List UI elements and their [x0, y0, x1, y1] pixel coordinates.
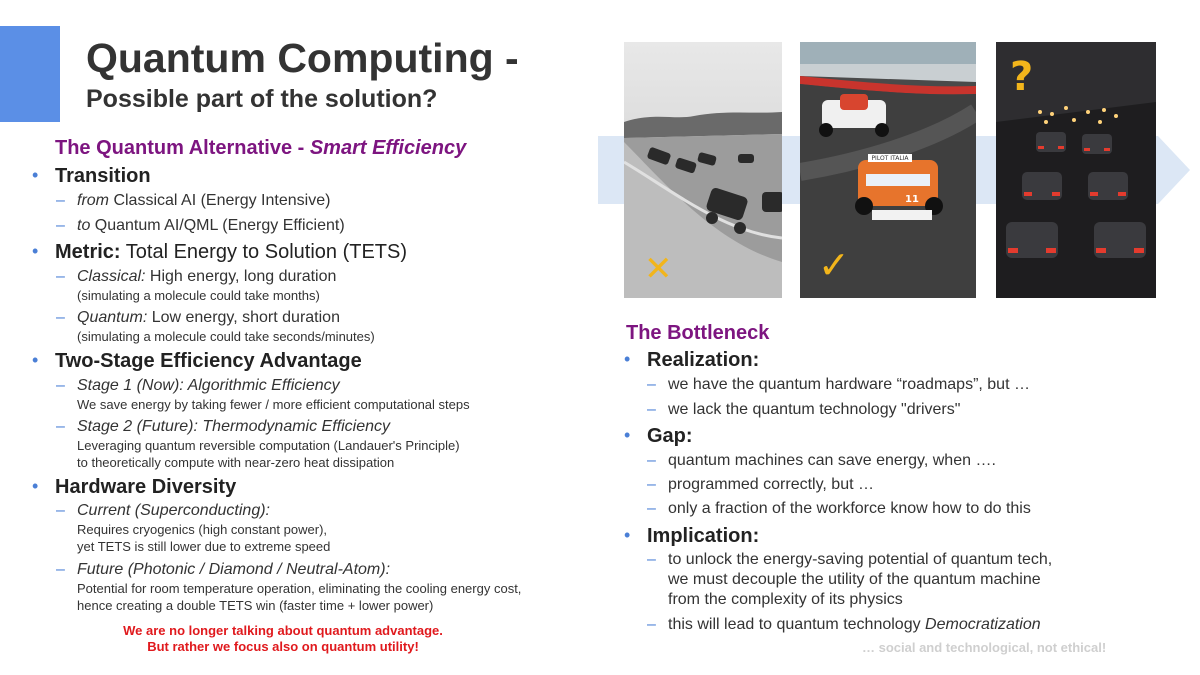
sub-bullet-to	[56, 217, 345, 235]
bullet-two-stage	[32, 350, 362, 373]
bullet-dot-icon: •	[32, 476, 39, 496]
sub-bullet-emphasis: Stage 1 (Now): Algorithmic Efficiency	[77, 377, 340, 394]
note-quantum: (simulating a molecule could take seconds/minutes)	[77, 329, 375, 344]
dash-icon: –	[647, 452, 656, 469]
sub-bullet-unlock	[647, 551, 1053, 569]
bullet-label: Two-Stage Efficiency Advantage	[55, 350, 362, 372]
bullet-label: Transition	[55, 165, 151, 187]
note-future-line1: Potential for room temperature operation, eliminating the cooling energy cost,	[77, 581, 522, 596]
note-stage2-line2: to theoretically compute with near-zero heat dissipation	[77, 455, 395, 470]
bullet-dot-icon: •	[32, 350, 39, 370]
sub-bullet-text: only a fraction of the workforce know how to do this	[668, 500, 1031, 517]
bullet-metric	[32, 241, 408, 264]
dash-icon: –	[56, 309, 65, 326]
dash-icon: –	[56, 377, 65, 394]
sub-bullet-text: Quantum AI/QML (Energy Efficient)	[90, 217, 345, 234]
sub-bullet-drivers	[647, 401, 961, 419]
car-number: 11	[905, 194, 919, 205]
utility-note	[96, 623, 470, 655]
dash-icon: –	[56, 192, 65, 209]
bullet-text: Total Energy to Solution (TETS)	[120, 241, 408, 263]
note-stage2-line1: Leveraging quantum reversible computation (Landauer's Principle)	[77, 438, 460, 453]
traffic-jam-photo	[996, 42, 1156, 298]
sub-bullet-democratization	[647, 616, 1041, 634]
sub-bullet-emphasis: Current (Superconducting):	[77, 502, 270, 519]
sub-bullet-text: programmed correctly, but …	[668, 476, 874, 493]
cross-mark-icon: ✕	[644, 249, 673, 289]
bullet-dot-icon: •	[624, 425, 631, 445]
bullet-hardware	[32, 476, 237, 499]
dash-icon: –	[56, 502, 65, 519]
sub-bullet-roadmaps	[647, 376, 1030, 394]
heading-emphasis: Smart Efficiency	[309, 137, 467, 159]
sub-bullet-workforce	[647, 500, 1031, 518]
bullet-label: Hardware Diversity	[55, 476, 237, 498]
sub-bullet-emphasis: Stage 2 (Future): Thermodynamic Efficiency	[77, 418, 391, 435]
note-classical: (simulating a molecule could take months)	[77, 288, 320, 303]
dash-icon: –	[647, 476, 656, 493]
bullet-dot-icon: •	[32, 165, 39, 185]
sub-bullet-from	[56, 192, 331, 210]
sub-bullet-text: this will lead to quantum technology	[668, 616, 926, 633]
sub-bullet-text: quantum machines can save energy, when ….	[668, 452, 996, 469]
sub-bullet-current	[56, 502, 270, 520]
sub-bullet-text: High energy, long duration	[145, 268, 337, 285]
sub-bullet-text: Low energy, short duration	[147, 309, 340, 326]
bullet-gap	[624, 425, 693, 448]
bullet-label: Implication:	[647, 525, 760, 547]
sub-bullet-stage2	[56, 418, 391, 436]
sub-bullet-programmed	[647, 476, 874, 494]
bullet-label: Gap:	[647, 425, 693, 447]
sub-bullet-classical	[56, 268, 337, 286]
sub-bullet-unlock-line3: from the complexity of its physics	[668, 591, 903, 608]
bullet-implication	[624, 525, 760, 548]
question-mark-icon: ?	[1010, 54, 1034, 100]
dash-icon: –	[647, 401, 656, 418]
footnote: … social and technological, not ethical!	[862, 640, 1107, 655]
dash-icon: –	[56, 418, 65, 435]
sub-bullet-emphasis: Quantum:	[77, 309, 148, 326]
sub-bullet-unlock-line2: we must decouple the utility of the quantum machine	[668, 571, 1041, 588]
bullet-label: Realization:	[647, 349, 760, 371]
sub-bullet-save-energy	[647, 452, 996, 470]
bullet-dot-icon: •	[624, 525, 631, 545]
heading-text: The Quantum Alternative -	[55, 137, 310, 159]
utility-note-line1: We are no longer talking about quantum advantage.	[123, 623, 443, 638]
sub-bullet-emphasis: Democratization	[925, 616, 1041, 633]
dash-icon: –	[647, 616, 656, 633]
bullet-dot-icon: •	[624, 349, 631, 369]
modern-race-photo	[800, 42, 976, 298]
vintage-race-photo	[624, 42, 782, 298]
sub-bullet-stage1	[56, 377, 340, 395]
dash-icon: –	[56, 268, 65, 285]
sub-bullet-emphasis: from	[77, 192, 109, 209]
bullet-realization	[624, 349, 760, 372]
note-current-line2: yet TETS is still lower due to extreme speed	[77, 539, 331, 554]
sub-bullet-emphasis: Future (Photonic / Diamond / Neutral-Atom):	[77, 561, 391, 578]
note-current-line1: Requires cryogenics (high constant power),	[77, 522, 328, 537]
sub-bullet-text: we have the quantum hardware “roadmaps”, but …	[668, 376, 1030, 393]
sub-bullet-emphasis: to	[77, 217, 91, 234]
sub-bullet-text: to unlock the energy-saving potential of quantum tech,	[668, 551, 1053, 568]
bottleneck-heading: The Bottleneck	[626, 322, 770, 344]
dash-icon: –	[647, 551, 656, 568]
bullet-transition	[32, 165, 151, 188]
sub-bullet-text: we lack the quantum technology "drivers"	[668, 401, 961, 418]
sub-bullet-quantum	[56, 309, 340, 327]
sub-bullet-future	[56, 561, 391, 579]
dash-icon: –	[56, 561, 65, 578]
slide-subtitle: Possible part of the solution?	[86, 85, 438, 113]
dash-icon: –	[647, 376, 656, 393]
sub-bullet-emphasis: Classical:	[77, 268, 146, 285]
bullet-label: Metric:	[55, 241, 121, 263]
note-future-line2: hence creating a double TETS win (faster time + lower power)	[77, 598, 434, 613]
quantum-alternative-heading	[55, 137, 466, 160]
dash-icon: –	[647, 500, 656, 517]
title-accent-block	[0, 26, 60, 122]
note-stage1: We save energy by taking fewer / more efficient computational steps	[77, 397, 470, 412]
check-mark-icon: ✓	[818, 243, 850, 287]
sub-bullet-text: Classical AI (Energy Intensive)	[109, 192, 331, 209]
slide-title: Quantum Computing -	[86, 35, 519, 81]
dash-icon: –	[56, 217, 65, 234]
car-sponsor-sign: PILOT ITALIA	[871, 155, 909, 162]
bullet-dot-icon: •	[32, 241, 39, 261]
utility-note-line2: But rather we focus also on quantum utility!	[147, 639, 419, 654]
